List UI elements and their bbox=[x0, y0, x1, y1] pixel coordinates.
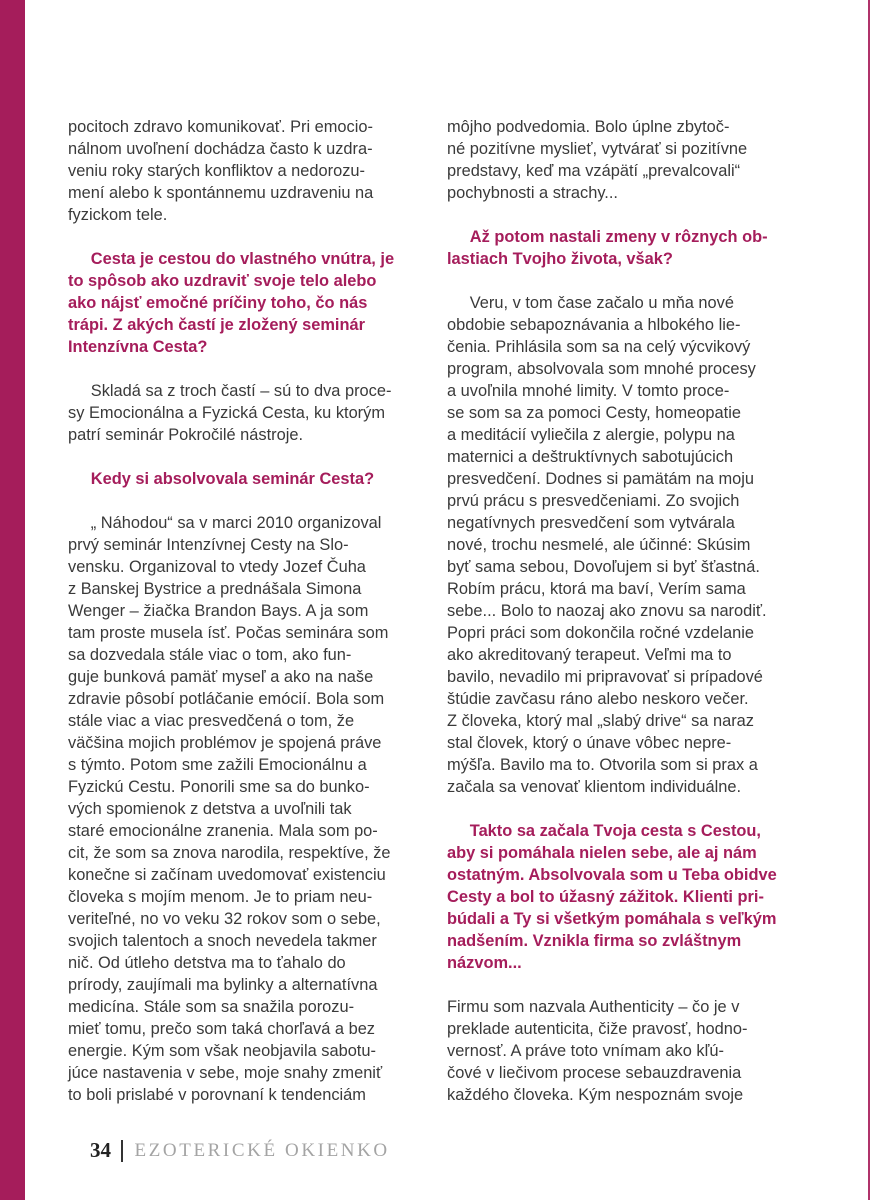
text-line: cit, že som sa znova narodila, respektíve, že bbox=[68, 844, 391, 862]
text-line: né pozitívne myslieť, vytvárať si pozitívne bbox=[447, 140, 748, 158]
text-line: pochybnosti a strachy... bbox=[447, 184, 618, 202]
text-line: zdravie pôsobí potláčanie emócií. Bola som bbox=[68, 690, 385, 708]
text-line: s týmto. Potom sme zažili Emocionálnu a bbox=[68, 756, 367, 774]
text-line: Veru, v tom čase začalo u mňa nové bbox=[447, 294, 734, 312]
text-line: prvú prácu s presvedčeniami. Zo svojich bbox=[447, 492, 740, 510]
text-line: každého človeka. Kým nespoznám svoje bbox=[447, 1086, 744, 1104]
text-line: môjho podvedomia. Bolo úplne zbytoč- bbox=[447, 118, 730, 136]
text-line: fyzickom tele. bbox=[68, 206, 168, 224]
text-line: nové, trochu nesmelé, ale účinné: Skúsim bbox=[447, 536, 751, 554]
right-column bbox=[447, 116, 807, 1106]
answer-paragraph bbox=[68, 380, 420, 446]
text-line: začala sa venovať klientom individuálne. bbox=[447, 778, 742, 796]
interview-question bbox=[68, 468, 420, 490]
paragraph-gap bbox=[447, 798, 807, 820]
text-line: Fyzickú Cestu. Ponorili sme sa do bunko- bbox=[68, 778, 370, 796]
text-line: maternici a deštruktívnych sabotujúcich bbox=[447, 448, 734, 466]
interview-question bbox=[68, 248, 420, 358]
text-line: prírody, zaujímali ma bylinky a alternatívna bbox=[68, 976, 378, 994]
text-line: guje bunková pamäť myseľ a ako na naše bbox=[68, 668, 374, 686]
text-line: názvom... bbox=[447, 954, 522, 972]
text-line: predstavy, keď ma vzápätí „prevalcovali“ bbox=[447, 162, 741, 180]
text-line: lastiach Tvojho života, však? bbox=[447, 250, 673, 268]
text-line: Skladá sa z troch častí – sú to dva proce- bbox=[68, 382, 392, 400]
text-line: veniu roky starých konfliktov a nedorozu- bbox=[68, 162, 365, 180]
footer-separator bbox=[121, 1140, 123, 1162]
text-line: Z človeka, ktorý mal „slabý drive“ sa naraz bbox=[447, 712, 754, 730]
text-line: stal človek, ktorý o únave vôbec nepre- bbox=[447, 734, 732, 752]
right-edge-line bbox=[868, 0, 870, 1200]
answer-paragraph bbox=[68, 512, 420, 1106]
paragraph-gap bbox=[68, 490, 420, 512]
text-line: tam proste musela ísť. Počas seminára som bbox=[68, 624, 389, 642]
text-line: mení alebo k spontánnemu uzdraveniu na bbox=[68, 184, 374, 202]
text-line: väčšina mojich problémov je spojená práve bbox=[68, 734, 382, 752]
text-line: júce nastavenia v sebe, moje snahy zmeniť bbox=[68, 1064, 383, 1082]
text-line: Cesty a bol to úžasný zážitok. Klienti pri- bbox=[447, 888, 764, 906]
paragraph-gap bbox=[68, 358, 420, 380]
text-line: preklade autenticita, čiže pravosť, hodno- bbox=[447, 1020, 748, 1038]
text-line: nadšením. Vznikla firma so zvláštnym bbox=[447, 932, 742, 950]
text-line: trápi. Z akých častí je zložený seminár bbox=[68, 316, 365, 334]
text-line: štúdie zavčasu ráno alebo neskoro večer. bbox=[447, 690, 749, 708]
text-line: nič. Od útleho detstva ma to ťahalo do bbox=[68, 954, 346, 972]
text-line: pocitoch zdravo komunikovať. Pri emocio- bbox=[68, 118, 373, 136]
text-line: to spôsob ako uzdraviť svoje telo alebo bbox=[68, 272, 377, 290]
text-line: a uvoľnila mnohé limity. V tomto proce- bbox=[447, 382, 730, 400]
page-footer bbox=[90, 1138, 390, 1163]
text-line: konečne si začínam uvedomovať existenciu bbox=[68, 866, 386, 884]
text-line: obdobie sebapoznávania a hlbokého lie- bbox=[447, 316, 741, 334]
text-line: Popri práci som dokončila ročné vzdelanie bbox=[447, 624, 755, 642]
text-line: sy Emocionálna a Fyzická Cesta, ku ktorým bbox=[68, 404, 385, 422]
text-line: se som sa za pomoci Cesty, homeopatie bbox=[447, 404, 741, 422]
text-line: mýšľa. Bavilo ma to. Otvorila som si prax a bbox=[447, 756, 758, 774]
text-line: Firmu som nazvala Authenticity – čo je v bbox=[447, 998, 740, 1016]
text-line: Intenzívna Cesta? bbox=[68, 338, 208, 356]
text-line: vernosť. A práve toto vnímam ako kľú- bbox=[447, 1042, 724, 1060]
text-line: presvedčení. Dodnes si pamätám na moju bbox=[447, 470, 755, 488]
answer-paragraph bbox=[68, 116, 420, 226]
text-line: aby si pomáhala nielen sebe, ale aj nám bbox=[447, 844, 757, 862]
text-line: prvý seminár Intenzívnej Cesty na Slo- bbox=[68, 536, 349, 554]
text-line: energie. Kým som však neobjavila sabotu- bbox=[68, 1042, 376, 1060]
text-line: veriteľné, no vo veku 32 rokov som o sebe, bbox=[68, 910, 381, 928]
text-line: „ Náhodou“ sa v marci 2010 organizoval bbox=[68, 514, 382, 532]
paragraph-gap bbox=[447, 204, 807, 226]
interview-question bbox=[447, 226, 807, 270]
text-line: byť sama sebou, Dovoľujem si byť šťastná. bbox=[447, 558, 760, 576]
text-line: z Banskej Bystrice a prednášala Simona bbox=[68, 580, 362, 598]
text-line: negatívnych presvedčení som vytvárala bbox=[447, 514, 735, 532]
text-line: program, absolvovala som mnohé procesy bbox=[447, 360, 756, 378]
text-line: medicína. Stále som sa snažila porozu- bbox=[68, 998, 355, 1016]
text-line: bavilo, nevadilo mi pripravovať si prípadové bbox=[447, 668, 763, 686]
answer-paragraph bbox=[447, 116, 807, 204]
paragraph-gap bbox=[68, 446, 420, 468]
paragraph-gap bbox=[68, 226, 420, 248]
text-line: staré emocionálne zranenia. Mala som po- bbox=[68, 822, 378, 840]
text-line: mieť tomu, prečo som taká chorľavá a bez bbox=[68, 1020, 376, 1038]
text-line: sebe... Bolo to naozaj ako znovu sa narodiť. bbox=[447, 602, 767, 620]
text-line: vých spomienok z detstva a uvoľnili tak bbox=[68, 800, 352, 818]
text-line: to boli prislabé v porovnaní k tendenciám bbox=[68, 1086, 366, 1104]
text-line: Wenger – žiačka Brandon Bays. A ja som bbox=[68, 602, 369, 620]
text-line: nálnom uvoľnení dochádza často k uzdra- bbox=[68, 140, 373, 158]
text-line: a meditácií vyliečila z alergie, polypu na bbox=[447, 426, 735, 444]
paragraph-gap bbox=[447, 974, 807, 996]
text-line: búdali a Ty si všetkým pomáhala s veľkým bbox=[447, 910, 777, 928]
text-line: čenia. Prihlásila som sa na celý výcvikový bbox=[447, 338, 751, 356]
text-line: Robím prácu, ktorá ma baví, Verím sama bbox=[447, 580, 746, 598]
answer-paragraph bbox=[447, 292, 807, 798]
text-line: vensku. Organizoval to vtedy Jozef Čuha bbox=[68, 558, 366, 576]
left-column bbox=[68, 116, 420, 1106]
text-line: Kedy si absolvovala seminár Cesta? bbox=[68, 470, 375, 488]
text-line: Takto sa začala Tvoja cesta s Cestou, bbox=[447, 822, 761, 840]
left-accent-bar bbox=[0, 0, 25, 1200]
text-line: stále viac a viac presvedčená o tom, že bbox=[68, 712, 355, 730]
page-number: 34 bbox=[90, 1138, 111, 1162]
text-line: patrí seminár Pokročilé nástroje. bbox=[68, 426, 304, 444]
magazine-title: EZOTERICKÉ OKIENKO bbox=[134, 1139, 390, 1161]
text-line: sa dozvedala stále viac o tom, ako fun- bbox=[68, 646, 352, 664]
text-line: čové v liečivom procese sebauzdravenia bbox=[447, 1064, 742, 1082]
interview-question bbox=[447, 820, 807, 974]
text-line: svojich talentoch a snoch nevedela takmer bbox=[68, 932, 377, 950]
text-line: ostatným. Absolvovala som u Teba obidve bbox=[447, 866, 777, 884]
text-line: človeka s mojím menom. Je to priam neu- bbox=[68, 888, 373, 906]
text-line: ako akreditovaný terapeut. Veľmi ma to bbox=[447, 646, 732, 664]
answer-paragraph bbox=[447, 996, 807, 1106]
paragraph-gap bbox=[447, 270, 807, 292]
text-line: Až potom nastali zmeny v rôznych ob- bbox=[447, 228, 768, 246]
text-line: Cesta je cestou do vlastného vnútra, je bbox=[68, 250, 395, 268]
text-line: ako nájsť emočné príčiny toho, čo nás bbox=[68, 294, 368, 312]
